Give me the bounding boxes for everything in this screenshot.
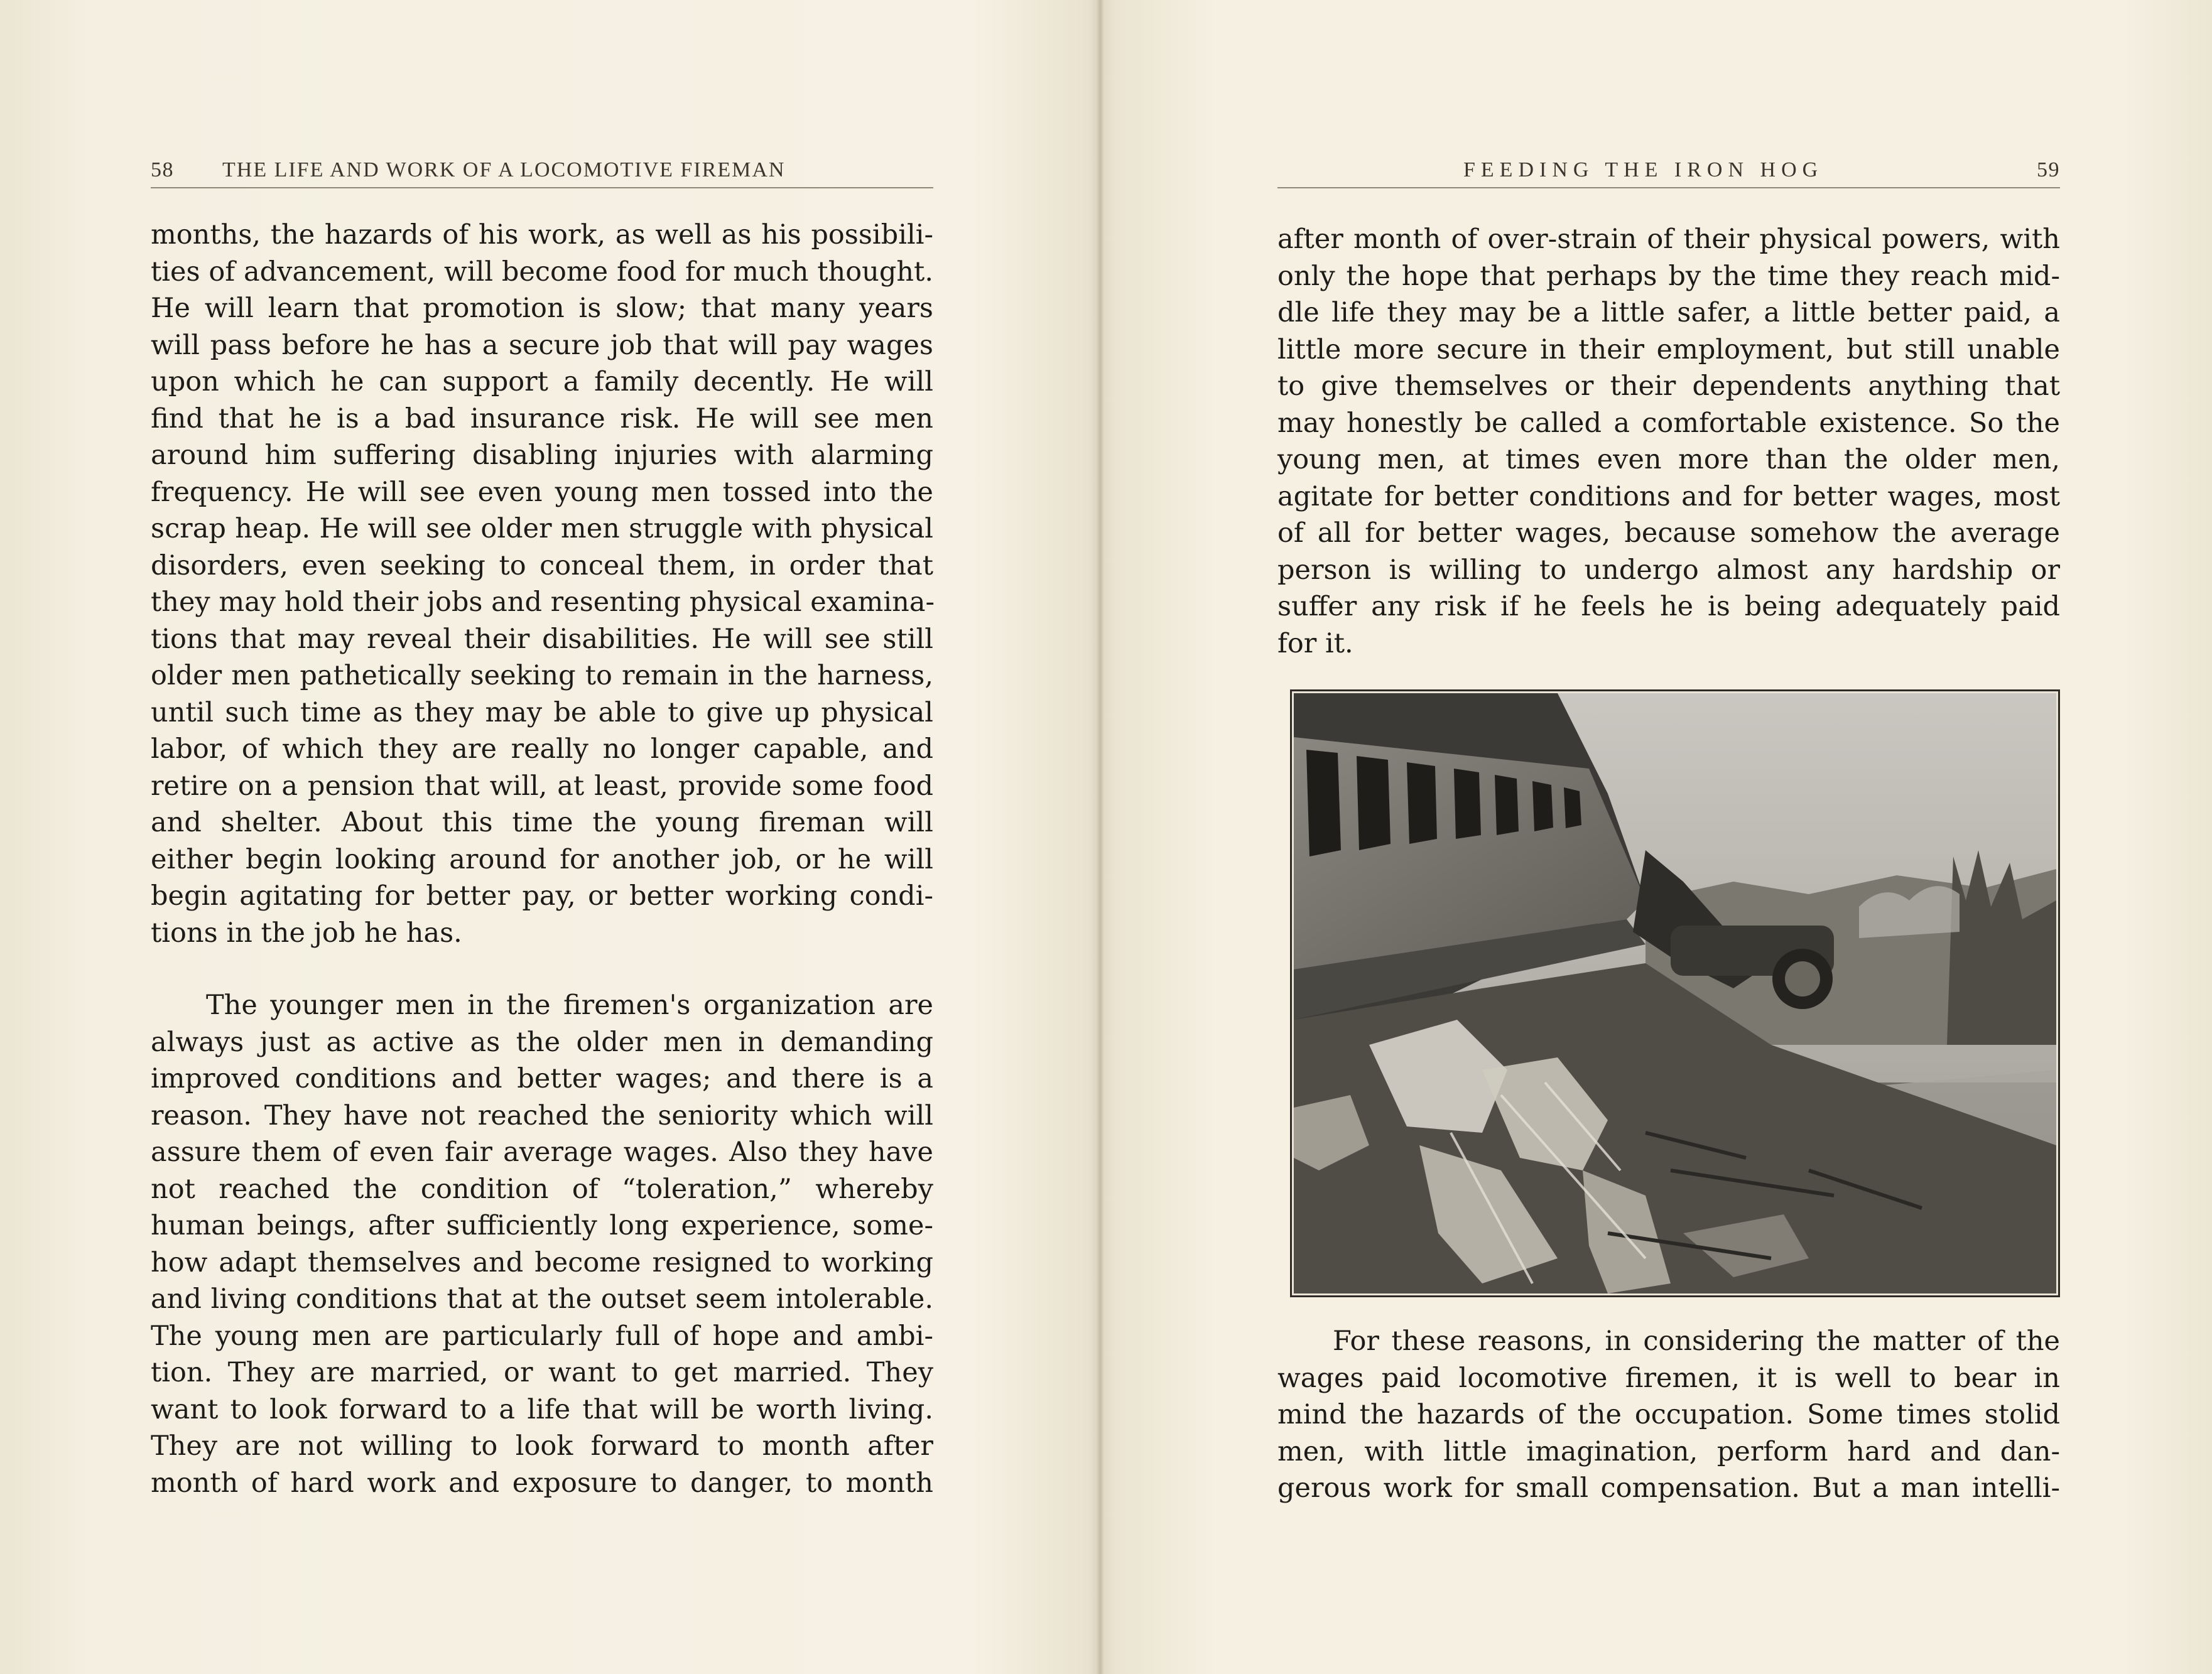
right-page-number: 59 (2037, 158, 2060, 181)
text-line: will pass before he has a secure job that will pay wages (151, 329, 933, 361)
text-line: find that he is a bad insurance risk. He will see men (151, 402, 933, 435)
text-line: person is willing to undergo almost any hardship or (1277, 554, 2060, 586)
text-line: until such time as they may be able to give up physical (151, 696, 933, 728)
text-line: and living conditions that at the outset seem intolerable. (151, 1283, 933, 1315)
text-line: They are not willing to look forward to month after (151, 1430, 933, 1462)
text-line: gerous work for small compensation. But a man intelli- (1277, 1472, 2060, 1504)
text-line: assure them of even fair average wages. Also they have (151, 1137, 933, 1168)
text-line: months, the hazards of his work, as well as his possibili- (151, 219, 933, 251)
text-line: wages paid locomotive firemen, it is well to bear in (1277, 1362, 2060, 1394)
text-line: around him suffering disabling injuries with alarming (151, 440, 933, 471)
text-line: older men pathetically seeking to remain in the harness, (151, 660, 933, 691)
text-line: of all for better wages, because somehow the average (1277, 517, 2060, 549)
left-running-title: THE LIFE AND WORK OF A LOCOMOTIVE FIREMAN (222, 158, 786, 181)
right-running-head (1277, 156, 2060, 188)
text-line: human beings, after sufficiently long experience, some- (151, 1210, 933, 1241)
text-line: frequency. He will see even young men tossed into the (151, 476, 933, 508)
left-running-head (151, 156, 933, 188)
text-line: mind the hazards of the occupation. Some times stolid (1277, 1399, 2060, 1430)
text-line: He will learn that promotion is slow; that many years (151, 293, 933, 324)
text-line: reason. They have not reached the seniority which will (151, 1099, 933, 1131)
text-line: not reached the condition of “toleration,” whereby (151, 1173, 933, 1205)
text-line: after month of over-strain of their physical powers, with (1277, 224, 2060, 255)
text-line: for it. (1277, 627, 1353, 659)
text-line: agitate for better conditions and for better wages, most (1277, 480, 2060, 512)
text-line: only the hope that perhaps by the time they reach mid- (1277, 260, 2060, 292)
text-line: how adapt themselves and become resigned to working (151, 1246, 933, 1278)
text-line: begin agitating for better pay, or better working condi- (151, 880, 933, 912)
text-line: ties of advancement, will become food for much thought. (151, 256, 933, 288)
text-line: young men, at times even more than the older men, (1277, 444, 2060, 475)
text-line: labor, of which they are really no longer capable, and (151, 733, 933, 765)
text-line: and shelter. About this time the young fireman will (151, 807, 933, 838)
text-line: disorders, even seeking to conceal them, in order that (151, 549, 933, 581)
text-line: suffer any risk if he feels he is being adequately paid (1277, 591, 2060, 622)
text-line: tion. They are married, or want to get married. They (151, 1357, 933, 1388)
text-line: tions in the job he has. (151, 917, 462, 949)
text-line: may honestly be called a comfortable existence. So the (1277, 407, 2060, 439)
text-line: always just as active as the older men in demanding (151, 1026, 933, 1058)
text-line: For these reasons, in considering the matter of the (1333, 1326, 2060, 1357)
right-running-title: FEEDING THE IRON HOG (1463, 158, 1824, 181)
text-line: month of hard work and exposure to danger, to month (151, 1467, 933, 1499)
text-line: want to look forward to a life that will be worth living. (151, 1393, 933, 1425)
left-paragraph-2 (151, 987, 933, 1501)
right-paragraph-1 (1277, 221, 2060, 662)
text-line: either begin looking around for another job, or he will (151, 843, 933, 875)
right-paragraph-2 (1277, 1323, 2060, 1507)
right-page (1277, 0, 2060, 1674)
left-page-number: 58 (151, 158, 174, 181)
text-line: upon which he can support a family decently. He will (151, 366, 933, 397)
text-line: they may hold their jobs and resenting physical examina- (151, 586, 935, 618)
left-paragraph-1 (151, 217, 933, 951)
text-line: The young men are particularly full of hope and ambi- (151, 1320, 933, 1352)
book-gutter (1097, 0, 1104, 1674)
text-line: tions that may reveal their disabilities. He will see still (151, 623, 933, 655)
train-wreck-photograph (1290, 689, 2060, 1297)
text-line: improved conditions and better wages; and there is a (151, 1063, 933, 1094)
text-line: to give themselves or their dependents anything that (1277, 370, 2060, 402)
text-line: scrap heap. He will see older men struggle with physical (151, 513, 933, 544)
train-wreck-image (1294, 693, 2056, 1293)
text-line: men, with little imagination, perform hard and dan- (1277, 1435, 2060, 1467)
left-page (151, 0, 933, 1674)
text-line: dle life they may be a little safer, a little better paid, a (1277, 297, 2060, 328)
text-line: little more secure in their employment, but still unable (1277, 333, 2060, 365)
text-line: retire on a pension that will, at least, provide some food (151, 770, 933, 802)
text-line: The younger men in the firemen's organization are (206, 990, 933, 1021)
